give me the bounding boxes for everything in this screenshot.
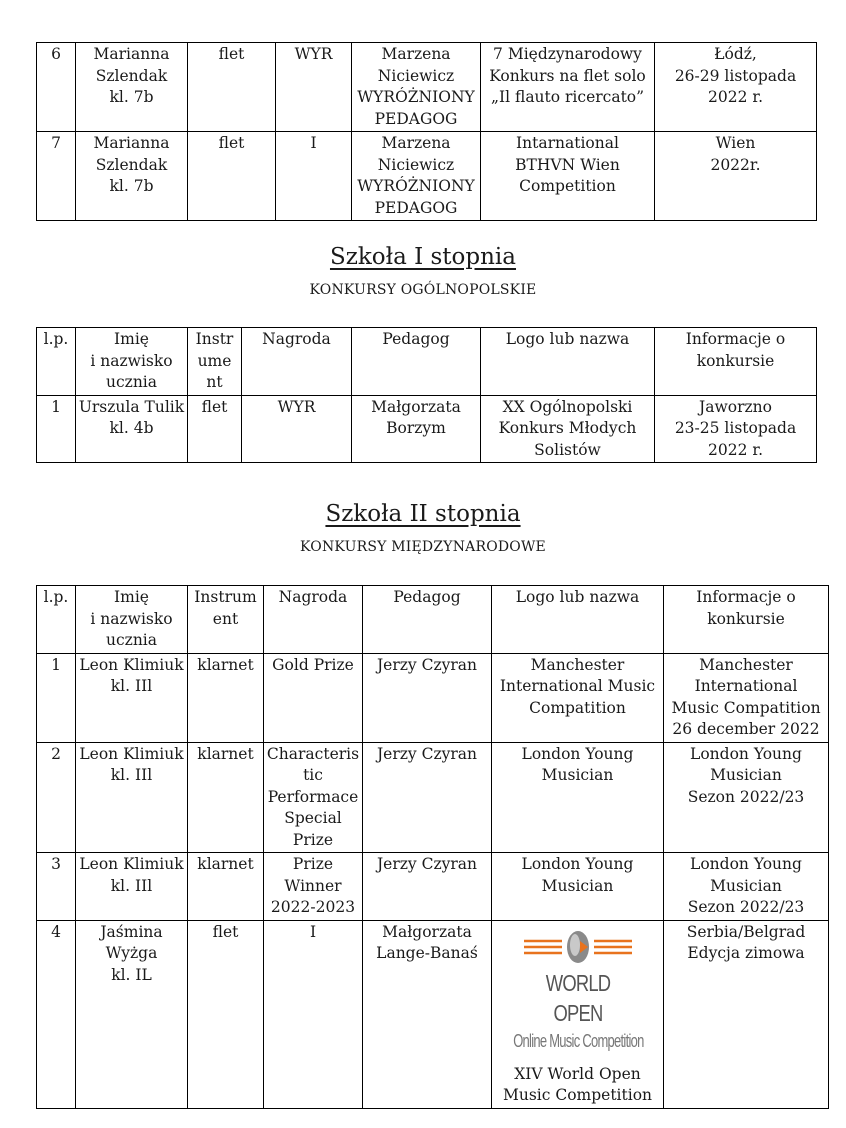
header-competition-line: Logo lub nazwa	[515, 588, 640, 606]
cell-prize-line: Characteris	[266, 744, 360, 763]
cell-teacher-line: Marzena	[381, 45, 451, 63]
header-lp-line: l.p.	[43, 588, 69, 606]
header-instrument-line: nt	[206, 373, 223, 391]
header-teacher	[363, 586, 492, 654]
cell-competition-line: Solistów	[534, 440, 601, 459]
cell-instrument-line: klarnet	[197, 744, 254, 763]
table-row	[37, 853, 829, 921]
cell-teacher-line: Marzena	[381, 134, 451, 152]
music-note-logo-icon	[518, 928, 638, 966]
cell-info-line: Music Compatition	[671, 698, 821, 717]
cell-teacher	[363, 742, 492, 853]
cell-student-line: kl. IIl	[110, 677, 153, 695]
header-prize-line: Nagroda	[278, 588, 348, 606]
cell-prize-line: I	[310, 134, 317, 152]
cell-teacher-line: Jerzy Czyran	[376, 744, 478, 763]
header-teacher-line: Pedagog	[393, 588, 461, 606]
cell-info	[664, 653, 829, 742]
cell-student	[76, 43, 188, 132]
header-instrument-line: ent	[212, 609, 239, 628]
cell-student-line: kl. IIl	[110, 766, 153, 784]
cell-competition-line: „Il flauto ricercato”	[490, 88, 645, 106]
cell-prize	[276, 43, 352, 132]
table-row	[37, 132, 817, 221]
header-student-line: i nazwisko	[90, 351, 173, 370]
cell-student-line: Leon Klimiuk	[79, 855, 184, 873]
cell-student-line: kl. IL	[111, 965, 152, 984]
header-info	[664, 586, 829, 654]
cell-teacher-line: Niciewicz	[377, 155, 455, 174]
header-prize	[264, 586, 363, 654]
cell-teacher-line: Małgorzata	[382, 922, 472, 941]
cell-teacher-line: Lange-Banaś	[376, 944, 478, 962]
cell-info-line: Serbia/Belgrad	[686, 922, 806, 941]
cell-prize	[264, 920, 363, 1108]
header-student-line: i nazwisko	[90, 609, 173, 628]
cell-info-line: 26 december 2022	[672, 720, 820, 738]
cell-instrument	[188, 653, 264, 742]
cell-competition-line: XIV World Open	[514, 1064, 641, 1083]
section1-table	[36, 327, 817, 463]
cell-student-line: kl. 7b	[109, 88, 154, 106]
header-instrument	[188, 586, 264, 654]
cell-student-line: kl. 4b	[109, 419, 154, 437]
cell-info	[655, 43, 817, 132]
cell-info-line: Sezon 2022/23	[687, 787, 805, 806]
table-row	[37, 653, 829, 742]
cell-instrument-line: flet	[218, 45, 245, 63]
cell-student	[76, 920, 188, 1108]
cell-teacher-line: WYRÓŻNIONY	[357, 177, 475, 195]
cell-prize	[264, 853, 363, 921]
cell-competition-line: International Music	[499, 677, 656, 695]
header-student	[76, 586, 188, 654]
section2-table	[36, 585, 829, 1109]
cell-student-line: Leon Klimiuk	[79, 655, 184, 674]
cell-competition-line: Musician	[541, 766, 614, 784]
cell-competition-line: 7 Międzynarodowy	[493, 45, 642, 63]
cell-info	[655, 132, 817, 221]
header-teacher	[352, 328, 481, 396]
cell-lp	[37, 395, 76, 463]
cell-student-line: Urszula Tulik	[78, 397, 185, 416]
cell-info-line: 23-25 listopada	[674, 419, 797, 437]
cell-prize-line: Prize	[292, 855, 334, 873]
cell-instrument	[188, 395, 242, 463]
cell-prize-line: WYR	[277, 397, 316, 416]
cell-teacher	[363, 920, 492, 1108]
cell-info	[664, 920, 829, 1108]
cell-info-line: Wien	[715, 134, 756, 152]
cell-prize	[242, 395, 352, 463]
cell-info-line: 2022 r.	[707, 440, 763, 459]
logo-subtitle-text: Online Music Competition	[512, 1030, 644, 1051]
cell-lp-line: 1	[51, 397, 61, 416]
cell-info-line: London Young	[690, 744, 802, 763]
cell-competition-line: XX Ogólnopolski	[502, 397, 633, 416]
cell-prize-line: tic	[303, 766, 323, 784]
top-awards-table	[36, 42, 817, 221]
table-header-row	[37, 328, 817, 396]
cell-competition-line: Music Competition	[502, 1086, 653, 1104]
cell-student-line: Marianna	[93, 45, 170, 63]
cell-info-line: Musician	[710, 766, 782, 784]
cell-info-line: 2022r.	[710, 155, 761, 174]
cell-student-line: Szlendak	[95, 66, 168, 85]
cell-lp-line: 1	[51, 655, 61, 674]
header-info	[655, 328, 817, 396]
cell-instrument	[188, 853, 264, 921]
cell-lp	[37, 43, 76, 132]
cell-prize-line: I	[309, 922, 317, 941]
cell-competition-line: Compatition	[529, 698, 626, 717]
cell-lp	[37, 742, 76, 853]
logo-title-text: WORLD OPEN	[545, 969, 610, 1026]
header-prize-line: Nagroda	[262, 330, 331, 348]
header-info-line: Informacje o	[696, 588, 796, 606]
header-student-line: Imię	[114, 588, 149, 606]
cell-info-line: London Young	[690, 855, 802, 873]
section2-subtitle: KONKURSY MIĘDZYNARODOWE	[300, 539, 546, 555]
cell-info-line: Sezon 2022/23	[687, 898, 805, 916]
section2-title: Szkoła II stopnia	[325, 501, 521, 527]
cell-instrument	[188, 43, 276, 132]
cell-student-line: kl. 7b	[109, 177, 154, 195]
header-student-line: ucznia	[105, 631, 157, 649]
cell-info-line: 2022 r.	[707, 88, 763, 106]
cell-teacher-line: Jerzy Czyran	[376, 855, 478, 873]
cell-competition	[481, 395, 655, 463]
cell-info-line: Musician	[710, 876, 782, 895]
cell-student	[76, 132, 188, 221]
cell-prize-line: Gold Prize	[272, 655, 354, 674]
cell-prize-line: Prize	[292, 830, 334, 849]
cell-student-line: Wyżga	[105, 944, 158, 962]
cell-teacher	[352, 43, 481, 132]
cell-competition	[492, 920, 664, 1108]
cell-competition	[481, 43, 655, 132]
cell-competition-line: Manchester	[530, 655, 625, 674]
cell-competition	[492, 742, 664, 853]
cell-info-line: Jaworzno	[699, 397, 772, 416]
cell-teacher	[363, 653, 492, 742]
cell-instrument-line: flet	[212, 922, 239, 941]
cell-teacher-line: Małgorzata	[371, 397, 461, 416]
cell-student	[76, 653, 188, 742]
cell-lp	[37, 853, 76, 921]
cell-student-line: Jaśmina	[100, 922, 163, 941]
table-row	[37, 742, 829, 853]
cell-info-line: International	[694, 677, 798, 695]
header-lp	[37, 586, 76, 654]
header-student	[76, 328, 188, 396]
cell-teacher-line: PEDAGOG	[374, 109, 458, 128]
header-instrument-line: Instr	[195, 330, 234, 348]
cell-lp-line: 6	[51, 45, 61, 63]
cell-instrument-line: klarnet	[197, 655, 254, 674]
cell-student-line: Szlendak	[95, 155, 168, 174]
cell-prize-line: Special	[284, 809, 342, 827]
header-student-line: ucznia	[105, 373, 157, 391]
cell-competition-line: Competition	[519, 177, 616, 195]
header-info-line: Informacje o	[685, 330, 786, 348]
section1-subtitle: KONKURSY OGÓLNOPOLSKIE	[309, 282, 537, 298]
section1-title: Szkoła I stopnia	[329, 244, 517, 270]
cell-lp-line: 4	[51, 922, 61, 941]
header-instrument	[188, 328, 242, 396]
header-competition	[492, 586, 664, 654]
cell-student	[76, 853, 188, 921]
cell-teacher-line: Niciewicz	[377, 66, 455, 85]
header-teacher-line: Pedagog	[382, 330, 450, 348]
cell-teacher	[352, 132, 481, 221]
cell-competition-line: Konkurs na flet solo	[489, 66, 646, 85]
header-instrument-line: ume	[197, 351, 232, 370]
cell-competition-line: London Young	[521, 855, 634, 873]
cell-lp	[37, 920, 76, 1108]
cell-instrument-line: klarnet	[197, 855, 254, 873]
world-open-logo	[508, 928, 648, 1054]
cell-student	[76, 395, 188, 463]
cell-competition	[481, 132, 655, 221]
cell-prize-line: 2022-2023	[270, 898, 356, 916]
cell-lp-line: 3	[51, 855, 61, 873]
cell-competition-line: Musician	[541, 876, 614, 895]
header-competition	[481, 328, 655, 396]
cell-competition-line: BTHVN Wien	[515, 155, 620, 174]
cell-teacher-line: WYRÓŻNIONY	[357, 88, 475, 106]
cell-info-line: Edycja zimowa	[687, 944, 805, 962]
cell-competition-line: London Young	[521, 744, 634, 763]
table-row	[37, 395, 817, 463]
cell-teacher-line: PEDAGOG	[374, 198, 458, 217]
cell-competition-line: Intarnational	[516, 134, 619, 152]
cell-info	[655, 395, 817, 463]
cell-competition-line: Konkurs Młodych	[498, 419, 637, 437]
cell-student	[76, 742, 188, 853]
cell-instrument-line: flet	[218, 134, 245, 152]
header-student-line: Imię	[114, 330, 149, 348]
cell-prize	[264, 742, 363, 853]
cell-student-line: Marianna	[93, 134, 170, 152]
cell-info-line: Łódź,	[714, 45, 757, 63]
cell-prize-line: Performace	[267, 787, 359, 806]
cell-student-line: Leon Klimiuk	[79, 744, 184, 763]
header-info-line: konkursie	[696, 351, 775, 370]
cell-prize-line: Winner	[284, 876, 342, 895]
cell-info	[664, 742, 829, 853]
cell-lp	[37, 653, 76, 742]
header-prize	[242, 328, 352, 396]
cell-instrument	[188, 742, 264, 853]
cell-competition	[492, 653, 664, 742]
cell-info-line: 26-29 listopada	[674, 66, 797, 85]
header-lp	[37, 328, 76, 396]
header-info-line: konkursie	[707, 609, 785, 628]
cell-teacher	[352, 395, 481, 463]
cell-lp	[37, 132, 76, 221]
cell-prize	[264, 653, 363, 742]
table-row	[37, 43, 817, 132]
cell-competition	[492, 853, 664, 921]
cell-lp-line: 7	[51, 134, 61, 152]
table-header-row	[37, 586, 829, 654]
cell-teacher-line: Jerzy Czyran	[376, 655, 478, 674]
cell-instrument	[188, 132, 276, 221]
cell-info-line: Manchester	[699, 655, 793, 674]
table-row	[37, 920, 829, 1108]
header-instrument-line: Instrum	[194, 588, 257, 606]
cell-instrument	[188, 920, 264, 1108]
cell-student-line: kl. IIl	[110, 876, 153, 895]
cell-lp-line: 2	[51, 744, 61, 763]
header-lp-line: l.p.	[43, 330, 69, 348]
cell-instrument-line: flet	[201, 397, 228, 416]
cell-teacher-line: Borzym	[386, 419, 446, 437]
cell-prize	[276, 132, 352, 221]
cell-prize-line: WYR	[294, 45, 333, 63]
cell-teacher	[363, 853, 492, 921]
cell-info	[664, 853, 829, 921]
header-competition-line: Logo lub nazwa	[505, 330, 630, 348]
